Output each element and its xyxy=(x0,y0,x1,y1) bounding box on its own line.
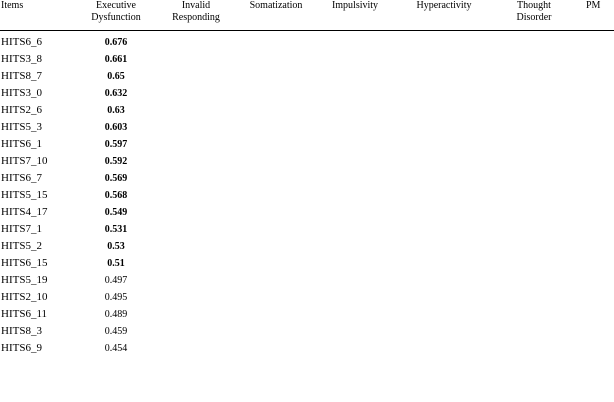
executive-dysfunction-cell: 0.53 xyxy=(107,241,125,252)
empty-cell xyxy=(574,221,614,238)
empty-cell xyxy=(394,255,494,272)
item-cell: HITS8_7 xyxy=(1,70,42,82)
executive-dysfunction-cell: 0.495 xyxy=(104,292,128,303)
header-hyperactivity: Hyperactivity xyxy=(394,0,494,31)
empty-cell xyxy=(316,136,394,153)
executive-dysfunction-cell: 0.661 xyxy=(104,54,128,65)
empty-cell xyxy=(394,119,494,136)
empty-cell xyxy=(494,136,574,153)
header-thought-disorder: Thought Disorder xyxy=(494,0,574,31)
empty-cell xyxy=(316,170,394,187)
table-row xyxy=(0,221,614,238)
empty-cell xyxy=(494,170,574,187)
empty-cell xyxy=(574,51,614,68)
executive-dysfunction-cell: 0.531 xyxy=(104,224,128,235)
empty-cell xyxy=(494,323,574,340)
empty-cell xyxy=(574,272,614,289)
executive-dysfunction-cell: 0.592 xyxy=(104,156,128,167)
empty-cell xyxy=(236,238,316,255)
empty-cell xyxy=(394,68,494,85)
empty-cell xyxy=(574,68,614,85)
empty-cell xyxy=(494,85,574,102)
item-cell: HITS5_2 xyxy=(1,240,42,252)
empty-cell xyxy=(236,255,316,272)
empty-cell xyxy=(494,68,574,85)
empty-cell xyxy=(574,119,614,136)
item-cell: HITS3_0 xyxy=(1,87,42,99)
empty-cell xyxy=(236,340,316,357)
item-cell: HITS6_1 xyxy=(1,138,42,150)
table-row xyxy=(0,68,614,85)
header-items: Items xyxy=(0,0,76,31)
header-impulsivity: Impulsivity xyxy=(316,0,394,31)
executive-dysfunction-cell: 0.568 xyxy=(104,190,128,201)
empty-cell xyxy=(236,170,316,187)
header-executive-dysfunction: Executive Dysfunction xyxy=(76,0,156,31)
item-cell: HITS5_3 xyxy=(1,121,42,133)
item-cell: HITS4_17 xyxy=(1,206,48,218)
empty-cell xyxy=(236,323,316,340)
item-cell: HITS3_8 xyxy=(1,53,42,65)
empty-cell xyxy=(394,306,494,323)
empty-cell xyxy=(236,306,316,323)
empty-cell xyxy=(156,136,236,153)
header-somatization: Somatization xyxy=(236,0,316,31)
empty-cell xyxy=(316,340,394,357)
empty-cell xyxy=(574,153,614,170)
item-cell: HITS7_10 xyxy=(1,155,48,167)
empty-cell xyxy=(316,323,394,340)
executive-dysfunction-cell: 0.549 xyxy=(104,207,128,218)
empty-cell xyxy=(394,31,494,52)
empty-cell xyxy=(156,289,236,306)
table-row xyxy=(0,204,614,221)
table-row xyxy=(0,153,614,170)
header-pm: PM xyxy=(574,0,614,31)
table-row xyxy=(0,323,614,340)
item-cell: HITS8_3 xyxy=(1,325,42,337)
empty-cell xyxy=(156,170,236,187)
item-cell: HITS6_15 xyxy=(1,257,48,269)
empty-cell xyxy=(494,221,574,238)
empty-cell xyxy=(236,187,316,204)
item-cell: HITS6_6 xyxy=(1,36,42,48)
empty-cell xyxy=(156,31,236,52)
empty-cell xyxy=(494,255,574,272)
empty-cell xyxy=(236,136,316,153)
empty-cell xyxy=(494,119,574,136)
item-cell: HITS6_11 xyxy=(1,308,48,320)
empty-cell xyxy=(316,255,394,272)
empty-cell xyxy=(394,187,494,204)
empty-cell xyxy=(574,204,614,221)
empty-cell xyxy=(494,238,574,255)
empty-cell xyxy=(316,204,394,221)
empty-cell xyxy=(156,51,236,68)
empty-cell xyxy=(156,85,236,102)
empty-cell xyxy=(236,68,316,85)
empty-cell xyxy=(494,306,574,323)
table-row xyxy=(0,340,614,357)
executive-dysfunction-cell: 0.597 xyxy=(104,139,128,150)
empty-cell xyxy=(236,272,316,289)
executive-dysfunction-cell: 0.497 xyxy=(104,275,128,286)
empty-cell xyxy=(236,289,316,306)
empty-cell xyxy=(156,340,236,357)
empty-cell xyxy=(394,85,494,102)
empty-cell xyxy=(394,238,494,255)
empty-cell xyxy=(156,323,236,340)
empty-cell xyxy=(316,85,394,102)
item-cell: HITS6_9 xyxy=(1,342,42,354)
empty-cell xyxy=(394,340,494,357)
empty-cell xyxy=(316,238,394,255)
empty-cell xyxy=(236,119,316,136)
executive-dysfunction-cell: 0.569 xyxy=(104,173,128,184)
empty-cell xyxy=(394,51,494,68)
item-cell: HITS7_1 xyxy=(1,223,42,235)
executive-dysfunction-cell: 0.632 xyxy=(104,88,128,99)
empty-cell xyxy=(156,119,236,136)
empty-cell xyxy=(316,102,394,119)
empty-cell xyxy=(156,153,236,170)
empty-cell xyxy=(494,204,574,221)
executive-dysfunction-cell: 0.459 xyxy=(104,326,128,337)
empty-cell xyxy=(236,85,316,102)
empty-cell xyxy=(394,221,494,238)
empty-cell xyxy=(394,136,494,153)
item-cell: HITS2_10 xyxy=(1,291,48,303)
empty-cell xyxy=(394,323,494,340)
empty-cell xyxy=(236,51,316,68)
executive-dysfunction-cell: 0.454 xyxy=(104,343,128,354)
empty-cell xyxy=(236,153,316,170)
table-body xyxy=(0,31,614,358)
empty-cell xyxy=(394,102,494,119)
empty-cell xyxy=(156,255,236,272)
table-row xyxy=(0,306,614,323)
empty-cell xyxy=(494,153,574,170)
table-row xyxy=(0,187,614,204)
empty-cell xyxy=(316,68,394,85)
item-cell: HITS5_19 xyxy=(1,274,48,286)
executive-dysfunction-cell: 0.489 xyxy=(104,309,128,320)
table-row xyxy=(0,85,614,102)
empty-cell xyxy=(494,272,574,289)
empty-cell xyxy=(574,255,614,272)
empty-cell xyxy=(574,31,614,52)
table-row xyxy=(0,170,614,187)
header-invalid-responding: Invalid Responding xyxy=(156,0,236,31)
empty-cell xyxy=(394,289,494,306)
empty-cell xyxy=(156,204,236,221)
empty-cell xyxy=(574,136,614,153)
empty-cell xyxy=(316,187,394,204)
table-row xyxy=(0,289,614,306)
empty-cell xyxy=(236,204,316,221)
empty-cell xyxy=(574,102,614,119)
empty-cell xyxy=(156,238,236,255)
empty-cell xyxy=(494,187,574,204)
empty-cell xyxy=(494,289,574,306)
item-cell: HITS5_15 xyxy=(1,189,48,201)
empty-cell xyxy=(494,340,574,357)
table-row xyxy=(0,119,614,136)
empty-cell xyxy=(236,31,316,52)
empty-cell xyxy=(316,31,394,52)
empty-cell xyxy=(316,119,394,136)
empty-cell xyxy=(236,102,316,119)
empty-cell xyxy=(494,31,574,52)
table-row xyxy=(0,51,614,68)
table-row xyxy=(0,31,614,52)
empty-cell xyxy=(574,238,614,255)
empty-cell xyxy=(156,187,236,204)
table-row xyxy=(0,136,614,153)
empty-cell xyxy=(574,289,614,306)
empty-cell xyxy=(574,85,614,102)
empty-cell xyxy=(494,102,574,119)
item-cell: HITS2_6 xyxy=(1,104,42,116)
executive-dysfunction-cell: 0.51 xyxy=(107,258,125,269)
empty-cell xyxy=(156,68,236,85)
empty-cell xyxy=(394,153,494,170)
empty-cell xyxy=(156,306,236,323)
table-row xyxy=(0,272,614,289)
table-row xyxy=(0,102,614,119)
table-row xyxy=(0,255,614,272)
executive-dysfunction-cell: 0.603 xyxy=(104,122,128,133)
empty-cell xyxy=(316,153,394,170)
empty-cell xyxy=(156,272,236,289)
executive-dysfunction-cell: 0.63 xyxy=(107,105,125,116)
empty-cell xyxy=(574,340,614,357)
empty-cell xyxy=(316,306,394,323)
empty-cell xyxy=(394,204,494,221)
empty-cell xyxy=(156,102,236,119)
item-cell: HITS6_7 xyxy=(1,172,42,184)
empty-cell xyxy=(394,272,494,289)
empty-cell xyxy=(316,221,394,238)
empty-cell xyxy=(316,289,394,306)
empty-cell xyxy=(574,170,614,187)
empty-cell xyxy=(394,170,494,187)
empty-cell xyxy=(574,323,614,340)
executive-dysfunction-cell: 0.676 xyxy=(104,37,128,48)
table-row xyxy=(0,238,614,255)
empty-cell xyxy=(236,221,316,238)
empty-cell xyxy=(574,187,614,204)
executive-dysfunction-cell: 0.65 xyxy=(107,71,125,82)
empty-cell xyxy=(316,272,394,289)
empty-cell xyxy=(156,221,236,238)
empty-cell xyxy=(574,306,614,323)
empty-cell xyxy=(494,51,574,68)
header-row xyxy=(0,0,614,31)
empty-cell xyxy=(316,51,394,68)
